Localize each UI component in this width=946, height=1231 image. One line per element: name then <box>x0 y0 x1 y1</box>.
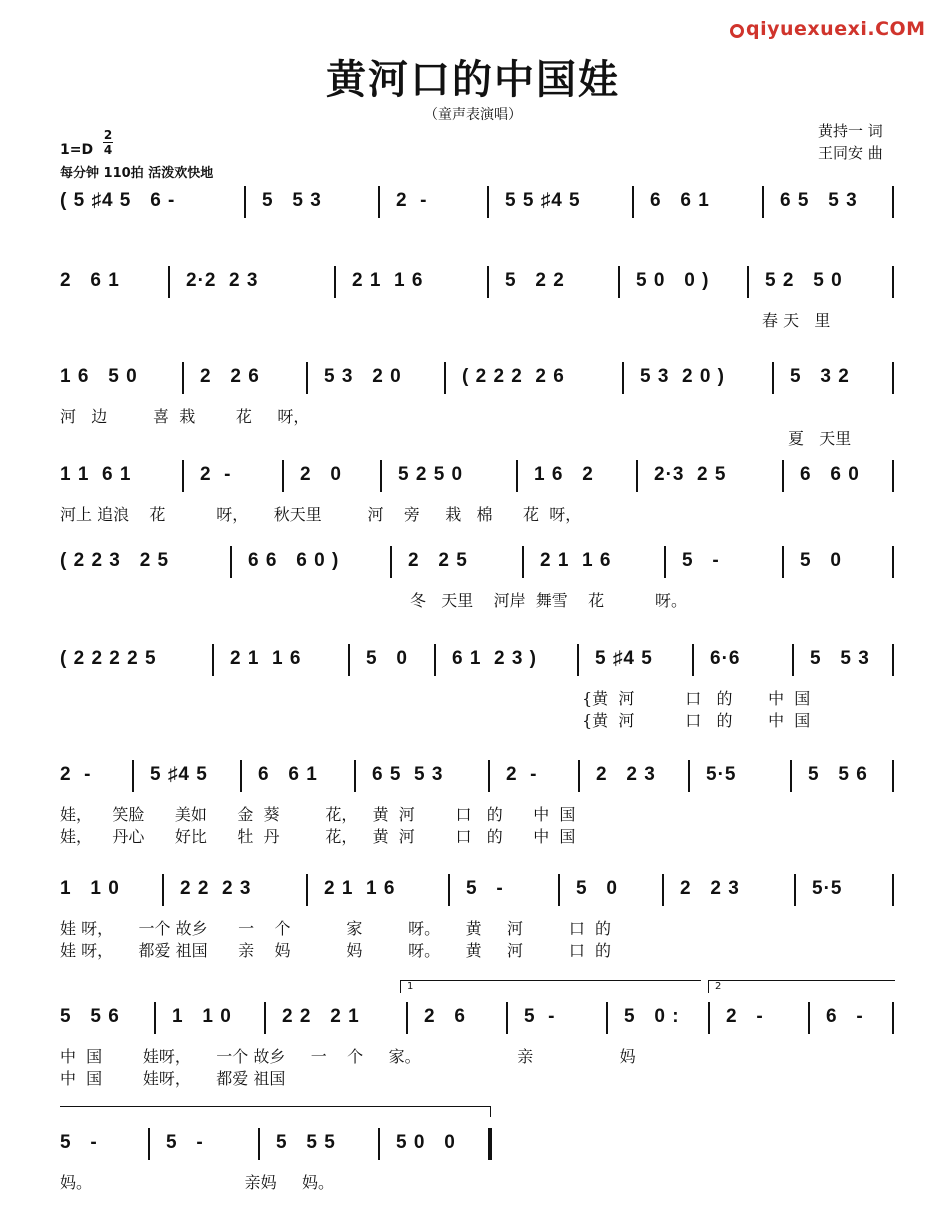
lyric-line: 河 边 喜 栽 花 呀， <box>60 407 310 426</box>
barline <box>794 874 796 906</box>
lyric-line: 冬 天里 河岸 舞雪 花 呀。 <box>410 591 687 610</box>
measure-notes: 2 6 1 <box>60 270 120 291</box>
key-signature: 1=D <box>60 142 94 158</box>
measure-notes: 2 2 3 <box>680 878 740 899</box>
barline <box>378 186 380 218</box>
measure-notes: 6 1 2 3 ) <box>452 648 537 669</box>
measure-notes: ( 2 2 2 2 6 <box>462 366 565 387</box>
measure-notes: ( 2 2 3 2 5 <box>60 550 170 571</box>
volta-bracket-2 <box>708 980 895 993</box>
barline <box>132 760 134 792</box>
time-signature-top: 2 <box>103 128 113 142</box>
barline <box>506 1002 508 1034</box>
barline <box>162 874 164 906</box>
barline <box>448 874 450 906</box>
measure-notes: 2 1 1 6 <box>540 550 612 571</box>
measure-notes: 5 3 2 0 <box>324 366 402 387</box>
lyric-line: 娃， 笑脸 美如 金 葵 花， 黄 河 口 的 中 国 <box>60 805 576 824</box>
barline <box>334 266 336 298</box>
measure-notes: 5 - <box>682 550 720 571</box>
measure-notes: 2 - <box>506 764 538 785</box>
measure-notes: 2 2 6 <box>200 366 260 387</box>
barline <box>168 266 170 298</box>
measure-notes: 5 0 0 <box>396 1132 456 1153</box>
measure-notes: 6 5 5 3 <box>372 764 444 785</box>
measure-notes: 2 - <box>396 190 428 211</box>
measure-notes: 6 6 0 <box>800 464 860 485</box>
measure-notes: 1 6 2 <box>534 464 594 485</box>
lyric-line: 娃 呀， 都爱 祖国 亲 妈 妈 呀。 黄 河 口 的 <box>60 941 611 960</box>
barline <box>558 874 560 906</box>
measure-notes: ( 5 ♯4 5 6 - <box>60 190 176 211</box>
barline <box>348 644 350 676</box>
measure-notes: 2·3 2 5 <box>654 464 727 485</box>
measure-notes: 2 0 <box>300 464 342 485</box>
barline <box>662 874 664 906</box>
final-barline <box>488 1128 492 1160</box>
measure-notes: 5 5 6 <box>808 764 868 785</box>
barline <box>606 1002 608 1034</box>
measure-notes: 2 2 5 <box>408 550 468 571</box>
watermark: qiyuexuexi.COM <box>730 18 926 40</box>
measure-notes: 5 - <box>166 1132 204 1153</box>
time-signature-bottom: 4 <box>103 143 113 157</box>
measure-notes: 5 ♯4 5 <box>595 648 653 669</box>
measure-notes: 5 2 5 0 <box>765 270 843 291</box>
lyric-line: {黄 河 口 的 中 国 <box>582 711 811 730</box>
measure-notes: 2 1 1 6 <box>352 270 424 291</box>
barline <box>354 760 356 792</box>
barline <box>487 186 489 218</box>
barline <box>892 362 894 394</box>
tempo-marking: 每分钟 110拍 活泼欢快地 <box>60 166 214 181</box>
barline <box>782 546 784 578</box>
barline <box>577 644 579 676</box>
measure-notes: 5 0 <box>800 550 842 571</box>
barline <box>390 546 392 578</box>
barline <box>708 1002 710 1034</box>
measure-notes: 5 5 ♯4 5 <box>505 190 581 211</box>
barline <box>306 362 308 394</box>
barline <box>212 644 214 676</box>
measure-notes: 5 - <box>466 878 504 899</box>
measure-notes: 2 2 2 1 <box>282 1006 360 1027</box>
barline <box>244 186 246 218</box>
barline <box>380 460 382 492</box>
lyric-line: 中 国 娃呀， 一个 故乡 一 个 家。 亲 妈 <box>60 1047 636 1066</box>
barline <box>664 546 666 578</box>
measure-notes: 1 1 6 1 <box>60 464 132 485</box>
barline <box>182 362 184 394</box>
lyric-line: 娃， 丹心 好比 牡 丹 花， 黄 河 口 的 中 国 <box>60 827 576 846</box>
barline <box>516 460 518 492</box>
barline <box>578 760 580 792</box>
barline <box>258 1128 260 1160</box>
barline <box>692 644 694 676</box>
measure-notes: 2 1 1 6 <box>324 878 396 899</box>
measure-notes: 2 - <box>200 464 232 485</box>
measure-notes: 6·6 <box>710 648 741 669</box>
barline <box>792 644 794 676</box>
barline <box>306 874 308 906</box>
barline <box>688 760 690 792</box>
watermark-logo-icon <box>730 24 744 38</box>
measure-notes: 2·2 2 3 <box>186 270 259 291</box>
measure-notes: ( 2 2 2 2 5 <box>60 648 157 669</box>
barline <box>406 1002 408 1034</box>
measure-notes: 5·5 <box>706 764 737 785</box>
measure-notes: 5 3 2 0 ) <box>640 366 725 387</box>
barline <box>747 266 749 298</box>
lyric-line: 河上 追浪 花 呀， 秋天里 河 旁 栽 棉 花 呀， <box>60 505 582 524</box>
barline <box>230 546 232 578</box>
barline <box>632 186 634 218</box>
measure-notes: 5 - <box>60 1132 98 1153</box>
measure-notes: 5 2 5 0 <box>398 464 464 485</box>
measure-notes: 5 2 2 <box>505 270 565 291</box>
measure-notes: 2 1 1 6 <box>230 648 302 669</box>
barline <box>762 186 764 218</box>
barline <box>618 266 620 298</box>
final-bracket <box>60 1106 491 1117</box>
barline <box>240 760 242 792</box>
barline <box>808 1002 810 1034</box>
barline <box>434 644 436 676</box>
measure-notes: 1 1 0 <box>172 1006 232 1027</box>
measure-notes: 5·5 <box>812 878 843 899</box>
barline <box>264 1002 266 1034</box>
measure-notes: 2 2 3 <box>596 764 656 785</box>
barline <box>782 460 784 492</box>
barline <box>522 546 524 578</box>
lyric-line: 中 国 娃呀， 都爱 祖国 <box>60 1069 286 1088</box>
barline <box>148 1128 150 1160</box>
measure-notes: 2 - <box>60 764 92 785</box>
barline <box>488 760 490 792</box>
measure-notes: 5 - <box>524 1006 556 1027</box>
lyric-line: 妈。 亲妈 妈。 <box>60 1173 335 1192</box>
lyric-line: 娃 呀， 一个 故乡 一 个 家 呀。 黄 河 口 的 <box>60 919 611 938</box>
measure-notes: 5 0 : <box>624 1006 680 1027</box>
measure-notes: 5 5 5 <box>276 1132 336 1153</box>
barline <box>892 266 894 298</box>
measure-notes: 2 2 2 3 <box>180 878 252 899</box>
measure-notes: 6 5 5 3 <box>780 190 858 211</box>
measure-notes: 5 5 3 <box>262 190 322 211</box>
measure-notes: 5 ♯4 5 <box>150 764 208 785</box>
measure-notes: 6 6 1 <box>650 190 710 211</box>
measure-notes: 5 0 <box>576 878 618 899</box>
barline <box>892 760 894 792</box>
barline <box>378 1128 380 1160</box>
volta-bracket-1 <box>400 980 701 993</box>
barline <box>892 546 894 578</box>
song-subtitle: （童声表演唱） <box>424 107 522 123</box>
measure-notes: 5 0 <box>366 648 408 669</box>
barline <box>892 186 894 218</box>
time-signature <box>103 128 113 157</box>
measure-notes: 6 6 1 <box>258 764 318 785</box>
barline <box>892 460 894 492</box>
measure-notes: 6 6 6 0 ) <box>248 550 340 571</box>
lyric-line: {黄 河 口 的 中 国 <box>582 689 811 708</box>
barline <box>622 362 624 394</box>
measure-notes: 1 1 0 <box>60 878 120 899</box>
measure-notes: 6 - <box>826 1006 864 1027</box>
measure-notes: 5 5 6 <box>60 1006 120 1027</box>
composer-credit: 王同安 曲 <box>818 144 883 162</box>
measure-notes: 2 - <box>726 1006 764 1027</box>
barline <box>772 362 774 394</box>
barline <box>154 1002 156 1034</box>
barline <box>892 1002 894 1034</box>
volta-number-1: 1 <box>407 981 414 992</box>
measure-notes: 5 5 3 <box>810 648 870 669</box>
lyric-line: 夏 天里 <box>788 429 852 448</box>
barline <box>790 760 792 792</box>
lyricist-credit: 黄持一 词 <box>818 122 883 140</box>
barline <box>892 874 894 906</box>
barline <box>636 460 638 492</box>
measure-notes: 1 6 5 0 <box>60 366 138 387</box>
volta-number-2: 2 <box>715 981 722 992</box>
song-title: 黄河口的中国娃 <box>326 56 620 103</box>
measure-notes: 2 6 <box>424 1006 466 1027</box>
barline <box>487 266 489 298</box>
measure-notes: 5 3 2 <box>790 366 850 387</box>
barline <box>892 644 894 676</box>
lyric-line: 春 天 里 <box>762 311 831 330</box>
barline <box>282 460 284 492</box>
barline <box>182 460 184 492</box>
barline <box>444 362 446 394</box>
measure-notes: 5 0 0 ) <box>636 270 710 291</box>
